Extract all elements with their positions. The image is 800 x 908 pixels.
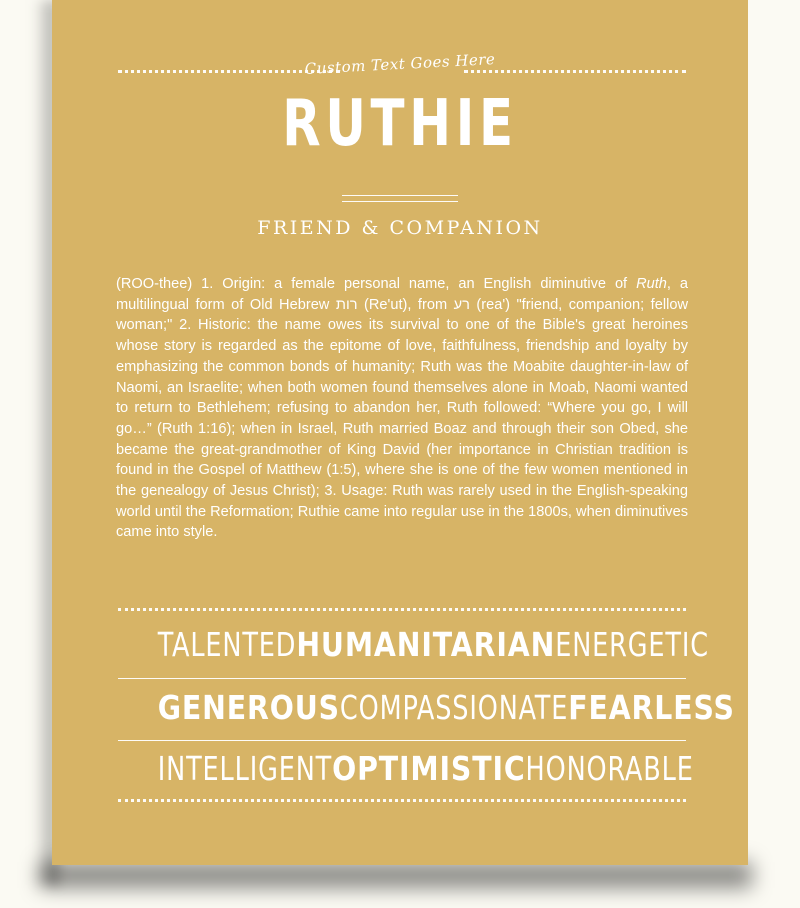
divider-line-bottom bbox=[342, 201, 458, 202]
trait-word: GENEROUS bbox=[157, 688, 340, 727]
trait-word: INTELLIGENT bbox=[157, 749, 333, 788]
dotted-divider-right bbox=[464, 70, 686, 73]
dotted-divider-traits-bottom bbox=[118, 799, 686, 802]
trait-word: ENERGETIC bbox=[555, 625, 709, 664]
trait-word: HONORABLE bbox=[525, 749, 694, 788]
poster-name: RUTHIE bbox=[282, 87, 518, 161]
name-meaning: FRIEND & COMPANION bbox=[257, 217, 543, 239]
name-poster bbox=[52, 0, 748, 865]
custom-text: Custom Text Goes Here bbox=[304, 50, 496, 78]
traits-row-3 bbox=[157, 749, 694, 788]
trait-word: OPTIMISTIC bbox=[332, 749, 526, 788]
definition-italic-ruth: Ruth bbox=[636, 276, 667, 292]
dotted-divider-traits-top bbox=[118, 608, 686, 611]
trait-word: FEARLESS bbox=[568, 688, 735, 727]
traits-divider-1 bbox=[118, 678, 686, 679]
definition-text-start: (ROO-thee) 1. Origin: a female personal name, an English diminutive of bbox=[116, 276, 637, 292]
name-definition bbox=[116, 274, 688, 543]
trait-word: COMPASSIONATE bbox=[339, 688, 569, 727]
trait-word: HUMANITARIAN bbox=[296, 625, 556, 664]
divider-line-top bbox=[342, 195, 458, 196]
traits-divider-2 bbox=[118, 740, 686, 741]
traits-row-2 bbox=[157, 688, 735, 727]
poster-shadow-bottom bbox=[40, 862, 752, 888]
definition-text-rest: , a multilingual form of Old Hebrew רות (Re'ut), from רע (rea') "friend, companion; fellow woman;" 2. Historic: the name owes its survival to one of the Bible's great heroines whose story is regarded as the epitome of love, faithfulness, friendship and loyalty by emphasizing the common bonds of humanity; Ruth was the Moabite daughter-in-law of Naomi, an Israelite; when both women found themselves alone in Moab, Naomi wanted to return to Bethlehem; refusing to abandon her, Ruth followed: “Where you go, I will go…” (Ruth 1:16); when in Israel, Ruth married Boaz and through their son Obed, she became the great-grandmother of King David (her importance in Christian tradition is found in the Gospel of Matthew (1:5), where she is one of the few women mentioned in the genealogy of Jesus Christ); 3. Usage: Ruth was rarely used in the English-speaking world until the Reformation; Ruthie came into regular use in the 1800s, when diminutives came into style. bbox=[116, 276, 688, 541]
traits-row-1 bbox=[157, 625, 709, 664]
trait-word: TALENTED bbox=[157, 625, 297, 664]
